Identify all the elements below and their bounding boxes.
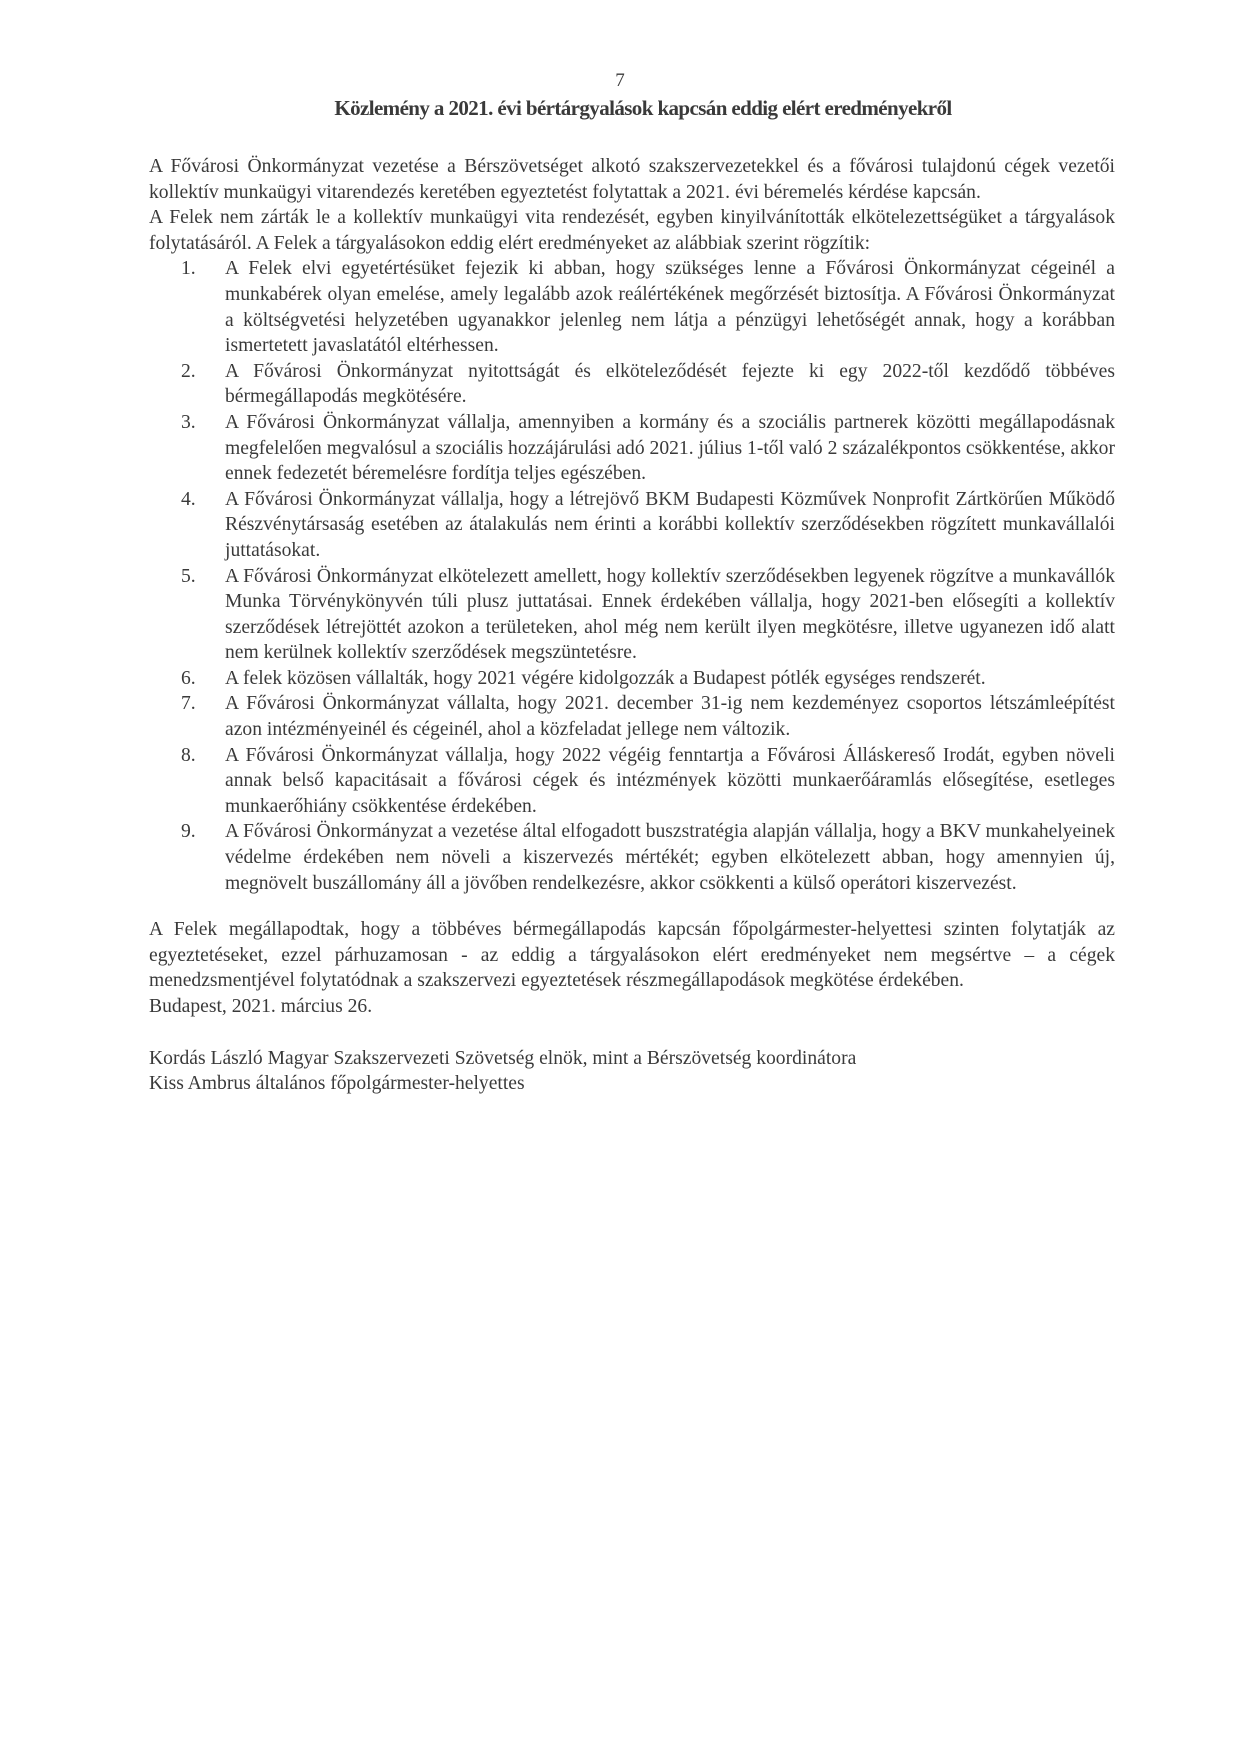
list-item xyxy=(149,410,1115,487)
signatory-2: Kiss Ambrus általános főpolgármester-helyettes xyxy=(149,1073,525,1095)
list-item-number: 2. xyxy=(181,360,196,382)
list-item-number: 8. xyxy=(181,744,196,766)
list-item-text: A felek közösen vállalták, hogy 2021 végére kidolgozzák a Budapest pótlék egységes rendszerét. xyxy=(225,667,986,689)
intro-paragraph-2: A Felek nem zárták le a kollektív munkaügyi vita rendezését, egyben kinyilvánították elkötelezettségüket a tárgyalások folytatásáról. A Felek a tárgyalásokon eddig elért eredményeket az alábbiak szerint rögzítik: xyxy=(149,207,1115,254)
list-item-text: A Fővárosi Önkormányzat vállalja, hogy 2022 végéig fenntartja a Fővárosi Álláskereső Irodát, egyben növeli annak belső kapacitásait a fővárosi cégek és intézmények közötti munkaerőáramlás elősegítése, esetleges munkaerőhiány csökkentése érdekében. xyxy=(225,744,1115,817)
list-item-text: A Fővárosi Önkormányzat elkötelezett amellett, hogy kollektív szerződésekben legyenek rögzítve a munkavállók Munka Törvénykönyvén túli plusz juttatásai. Ennek érdekében vállalja, hogy 2021-ben elősegíti a kollektív szerződések létrejöttét azokon a területeken, ahol még nem került ilyen megkötésre, illetve ugyanezen idő alatt nem kerülnek kollektív szerződések megszüntetésre. xyxy=(225,565,1115,664)
agreement-list xyxy=(149,256,1115,896)
list-item-number: 3. xyxy=(181,411,196,433)
list-item xyxy=(149,256,1115,358)
list-item-text: A Felek elvi egyetértésüket fejezik ki abban, hogy szükséges lenne a Fővárosi Önkormányzat cégeinél a munkabérek olyan emelése, amely legalább azok reálértékének megőrzését biztosítja. A Fővárosi Önkormányzat a költségvetési helyzetében ugyanakkor jelenleg nem látja a pénzügyi lehetőségét annak, hogy a korábban ismertetett javaslatától eltérhessen. xyxy=(225,258,1115,357)
list-item-text: A Fővárosi Önkormányzat nyitottságát és elköteleződését fejezte ki egy 2022-től kezdődő többéves bérmegállapodás megkötésére. xyxy=(225,360,1115,408)
document-title: Közlemény a 2021. évi bértárgyalások kapcsán eddig elért eredményekről xyxy=(334,96,952,120)
list-item xyxy=(149,359,1115,410)
signatory-1: Kordás László Magyar Szakszervezeti Szövetség elnök, mint a Bérszövetség koordinátora xyxy=(149,1047,857,1069)
list-item-text: A Fővárosi Önkormányzat vállalja, amennyiben a kormány és a szociális partnerek közötti megállapodásnak megfelelően megvalósul a szociális hozzájárulási adó 2021. július 1-től való 2 százalékpontos csökkentése, akkor ennek fedezetét béremelésre fordítja teljes egészében. xyxy=(225,411,1115,485)
list-item-number: 6. xyxy=(181,667,196,689)
closing-paragraph: A Felek megállapodtak, hogy a többéves bérmegállapodás kapcsán főpolgármester-helyettesi szinten folytatják az egyeztetéseket, ezzel párhuzamosan - az eddig a tárgyalásokon elért eredményeket nem megsértve – a cégek menedzsmentjével folytatódnak a szakszervezi egyeztetések részmegállapodások megkötése érdekében. xyxy=(149,919,1115,992)
list-item-number: 5. xyxy=(181,565,196,587)
list-item-number: 1. xyxy=(181,258,196,280)
list-item xyxy=(149,487,1115,564)
list-item-number: 7. xyxy=(181,693,196,715)
list-item xyxy=(149,564,1115,666)
list-item-text: A Fővárosi Önkormányzat a vezetése által elfogadott buszstratégia alapján vállalja, hogy a BKV munkahelyeinek védelme érdekében nem növeli a kiszervezés mértékét; egyben elkötelezett abban, hogy amennyien új, megnövelt buszállomány áll a jövőben rendelkezésre, akkor csökkenti a külső operátori kiszervezést. xyxy=(225,821,1115,894)
place-date: Budapest, 2021. március 26. xyxy=(149,996,373,1017)
list-item-number: 9. xyxy=(181,821,196,843)
document-body xyxy=(149,154,1115,1097)
page-number: 7 xyxy=(615,70,625,91)
list-item xyxy=(149,691,1115,742)
list-item-text: A Fővárosi Önkormányzat vállalta, hogy 2021. december 31-ig nem kezdeményez csoportos létszámleépítést azon intézményeinél és cégeinél, ahol a közfeladat jellege nem változik. xyxy=(225,693,1115,741)
list-item xyxy=(149,743,1115,820)
list-item xyxy=(149,666,1115,692)
list-item xyxy=(149,819,1115,896)
intro-paragraph-1: A Fővárosi Önkormányzat vezetése a Bérszövetséget alkotó szakszervezetekkel és a fővárosi tulajdonú cégek vezetői kollektív munkaügyi vitarendezés keretében egyeztetést folytattak a 2021. évi béremelés kérdése kapcsán. xyxy=(149,156,1115,203)
list-item-number: 4. xyxy=(181,488,196,510)
list-item-text: A Fővárosi Önkormányzat vállalja, hogy a létrejövő BKM Budapesti Közművek Nonprofit Zártkörűen Működő Részvénytársaság esetében az átalakulás nem érinti a korábbi kollektív szerződésekben rögzített munkavállalói juttatásokat. xyxy=(225,488,1115,561)
